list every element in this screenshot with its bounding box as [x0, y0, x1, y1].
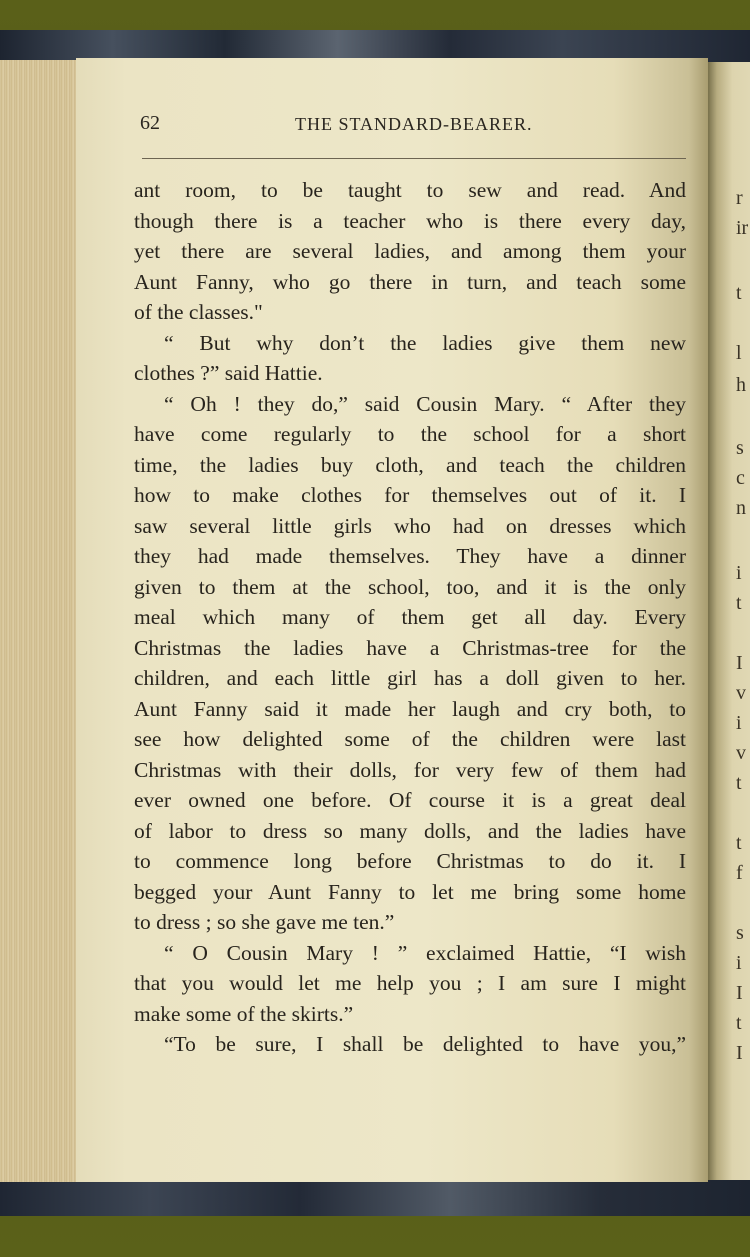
- text-line: given to them at the school, too, and it is the only: [134, 574, 686, 599]
- text-line: yet there are several ladies, and among them your: [134, 239, 686, 263]
- facing-page-fragment: v: [736, 682, 746, 704]
- text-line: Christmas with their dolls, for very few of them had: [134, 757, 686, 782]
- text-line: time, the ladies buy cloth, and teach the children: [134, 452, 686, 477]
- facing-page-fragment: v: [736, 742, 746, 764]
- text-line: of labor to dress so many dolls, and the ladies have: [134, 818, 686, 843]
- facing-page-fragment: i: [736, 952, 742, 974]
- facing-page-fragment: ir: [736, 217, 749, 239]
- text-line: that you would let me help you ; I am sure I might: [134, 971, 686, 995]
- text-line: to commence long before Christmas to do it. I: [134, 849, 686, 873]
- text-line: saw several little girls who had on dresses which: [134, 513, 686, 538]
- facing-page-fragment: t: [736, 1012, 742, 1034]
- text-line: “To be sure, I shall be delighted to have you,”: [164, 1032, 686, 1056]
- facing-page-fragment: I: [736, 1042, 743, 1064]
- header-rule: [142, 158, 686, 159]
- page-number: 62: [140, 112, 160, 134]
- running-title: THE STANDARD-BEARER.: [295, 114, 533, 134]
- facing-page-fragment: i: [736, 562, 742, 584]
- text-line: begged your Aunt Fanny to let me bring some home: [134, 879, 686, 904]
- facing-page-fragment: I: [736, 982, 743, 1004]
- facing-page-edge: [706, 62, 750, 1180]
- text-line: to dress ; so she gave me ten.”: [134, 910, 395, 934]
- page-header: [140, 112, 686, 144]
- text-line: they had made themselves. They have a dinner: [134, 544, 686, 568]
- book-cover-bottom: [0, 1176, 750, 1216]
- text-line: Aunt Fanny said it made her laugh and cry both, to: [134, 696, 686, 721]
- facing-page-fragment: t: [736, 592, 742, 614]
- text-line: ever owned one before. Of course it is a great deal: [134, 788, 686, 812]
- page-stack-edges: [0, 60, 79, 1182]
- text-line: Christmas the ladies have a Christmas-tree for the: [134, 635, 686, 660]
- text-line: “ Oh ! they do,” said Cousin Mary. “ After they: [164, 391, 686, 416]
- facing-page-fragment: n: [736, 497, 746, 519]
- facing-page-fragment: i: [736, 712, 742, 734]
- text-line: of the classes.": [134, 300, 263, 324]
- text-line: how to make clothes for themselves out of it. I: [134, 483, 686, 507]
- text-line: see how delighted some of the children were last: [134, 727, 686, 751]
- text-line: “ O Cousin Mary ! ” exclaimed Hattie, “I wish: [164, 940, 686, 965]
- body-text: [134, 175, 686, 1060]
- facing-page-fragment: t: [736, 282, 742, 304]
- text-line: have come regularly to the school for a short: [134, 422, 686, 446]
- facing-page-fragment: f: [736, 862, 743, 884]
- text-line: children, and each little girl has a doll given to her.: [134, 666, 686, 690]
- text-line: clothes ?” said Hattie.: [134, 361, 323, 385]
- text-line: ant room, to be taught to sew and read. And: [134, 178, 686, 202]
- text-line: though there is a teacher who is there every day,: [134, 208, 686, 233]
- facing-page-fragment: s: [736, 922, 744, 944]
- text-line: make some of the skirts.”: [134, 1001, 354, 1026]
- facing-page-fragment: s: [736, 437, 744, 459]
- text-line: “ But why don’t the ladies give them new: [164, 330, 686, 355]
- text-line: meal which many of them get all day. Every: [134, 605, 686, 629]
- facing-page-fragment: c: [736, 467, 745, 489]
- facing-page-fragment: I: [736, 652, 743, 674]
- facing-page-fragment: r: [736, 187, 743, 209]
- facing-page-fragment: l: [736, 342, 742, 364]
- facing-page-fragment: t: [736, 832, 742, 854]
- facing-page-fragment: t: [736, 772, 742, 794]
- facing-page-fragment: h: [736, 374, 746, 396]
- text-line: Aunt Fanny, who go there in turn, and teach some: [134, 269, 686, 294]
